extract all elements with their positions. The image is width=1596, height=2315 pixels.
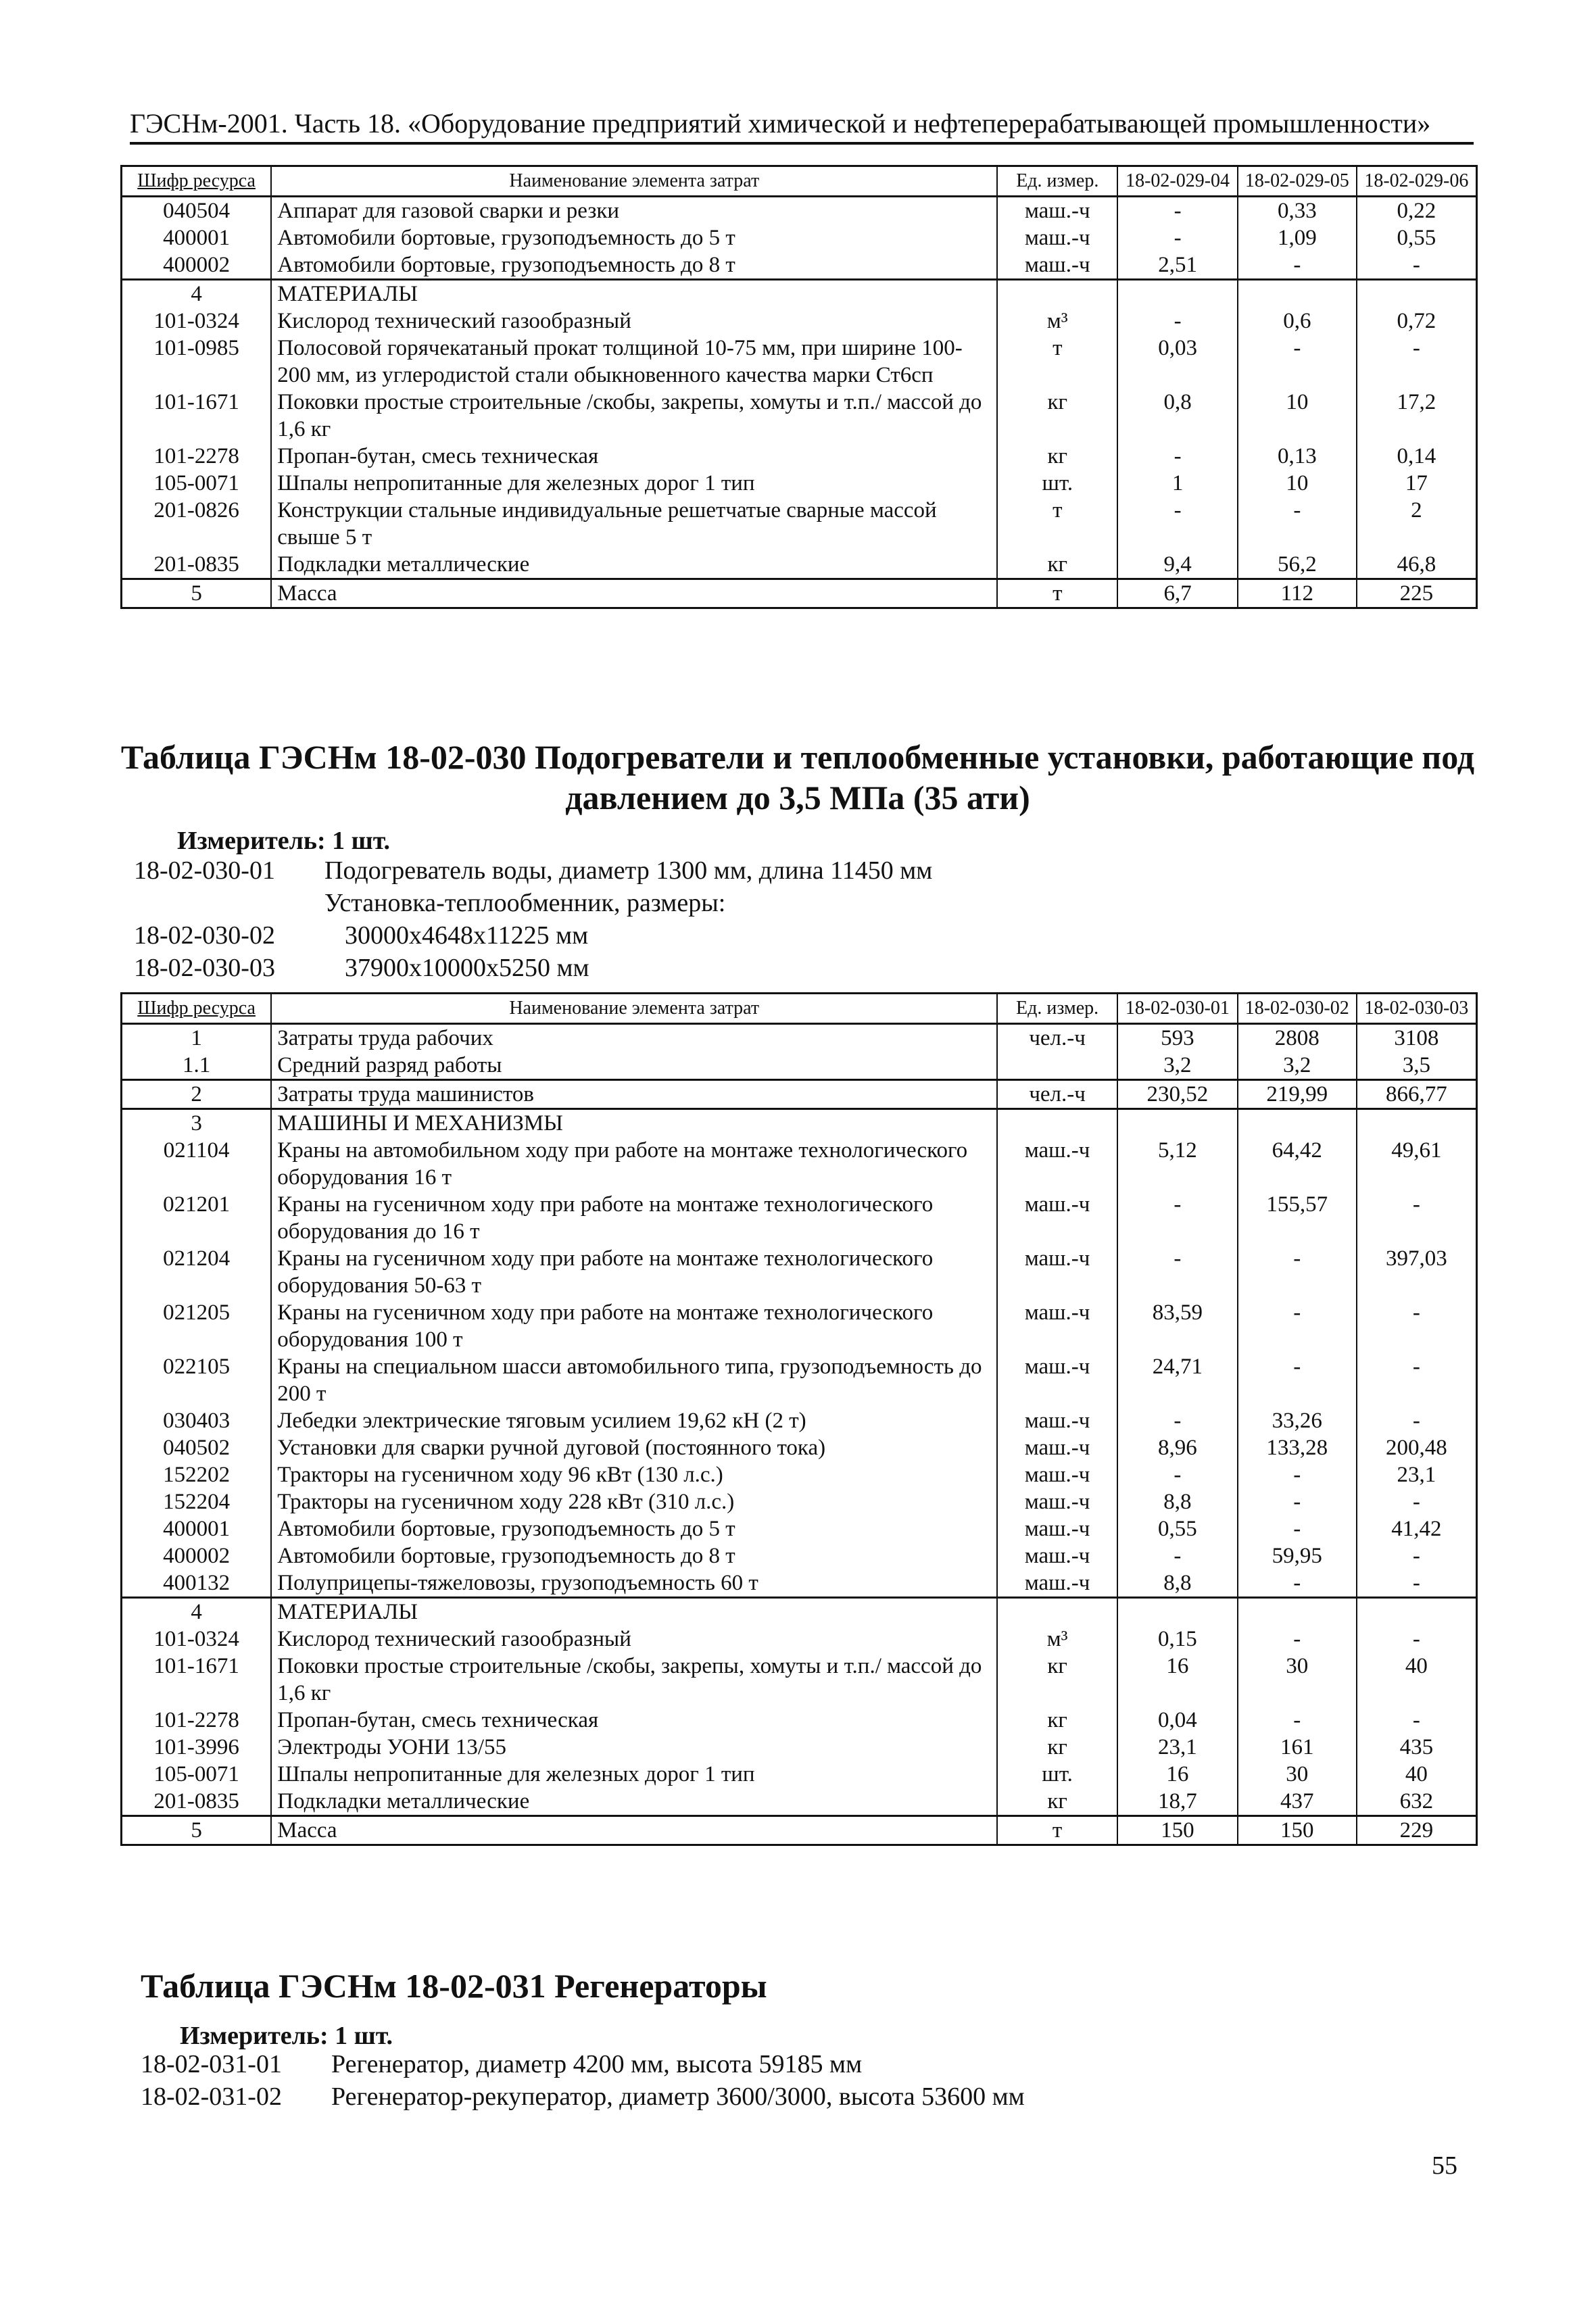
col-header-code-1: 18-02-029-04	[1117, 166, 1238, 197]
table-row	[122, 1245, 1477, 1299]
cell-code: 400002	[122, 251, 272, 280]
cell-value-3: 17,2	[1357, 389, 1477, 443]
cell-name: Кислород технический газообразный	[271, 308, 997, 335]
cell-code: 030403	[122, 1407, 272, 1434]
cell-value-1: 150	[1117, 1816, 1238, 1845]
cell-value-3: 0,72	[1357, 308, 1477, 335]
cell-value-1: 8,8	[1117, 1569, 1238, 1598]
cell-value-1: 9,4	[1117, 551, 1238, 579]
cell-value-1: 0,8	[1117, 389, 1238, 443]
table-header-row	[122, 166, 1477, 197]
table-row	[122, 280, 1477, 308]
cell-code: 101-1671	[122, 1653, 272, 1707]
cell-unit: т	[997, 497, 1117, 551]
cell-unit: т	[997, 1816, 1117, 1845]
col-header-name: Наименование элемента затрат	[271, 166, 997, 197]
cell-name: Пропан-бутан, смесь техническая	[271, 443, 997, 470]
cell-value-3: -	[1357, 1488, 1477, 1515]
cell-code: 101-0324	[122, 308, 272, 335]
cell-value-1: 230,52	[1117, 1080, 1238, 1109]
cell-value-1: -	[1117, 1461, 1238, 1488]
cell-value-3: -	[1357, 335, 1477, 389]
cell-name: Масса	[271, 579, 997, 608]
table-row	[122, 1788, 1477, 1816]
cell-code: 152204	[122, 1488, 272, 1515]
cell-name: Краны на специальном шасси автомобильного типа, грузоподъемность до 200 т	[271, 1353, 997, 1407]
cell-unit: чел.-ч	[997, 1080, 1117, 1109]
table-row	[122, 251, 1477, 280]
cell-unit: кг	[997, 443, 1117, 470]
cell-code: 152202	[122, 1461, 272, 1488]
col-header-unit: Ед. измер.	[997, 994, 1117, 1024]
cell-value-3: 225	[1357, 579, 1477, 608]
cell-value-1: 8,8	[1117, 1488, 1238, 1515]
cell-value-2: 1,09	[1238, 224, 1357, 251]
spec-item: 18-02-030-03 37900x10000x5250 мм	[134, 954, 589, 982]
meter-031: Измеритель: 1 шт.	[180, 2022, 393, 2050]
cell-code: 101-0985	[122, 335, 272, 389]
spec-item: Установка-теплообменник, размеры:	[324, 889, 726, 917]
cell-name: Подкладки металлические	[271, 1788, 997, 1816]
cell-value-2: 30	[1238, 1761, 1357, 1788]
table-row	[122, 224, 1477, 251]
cell-name: Поковки простые строительные /скобы, закрепы, хомуты и т.п./ массой до 1,6 кг	[271, 389, 997, 443]
cell-value-3: 40	[1357, 1653, 1477, 1707]
cell-name: Затраты труда рабочих	[271, 1024, 997, 1052]
table-row	[122, 1299, 1477, 1353]
cell-unit: маш.-ч	[997, 1542, 1117, 1569]
cell-value-1: -	[1117, 1245, 1238, 1299]
cell-code: 4	[122, 280, 272, 308]
cell-unit: т	[997, 579, 1117, 608]
cell-name: Кислород технический газообразный	[271, 1626, 997, 1653]
cell-value-3: 200,48	[1357, 1434, 1477, 1461]
cell-code: 022105	[122, 1353, 272, 1407]
table-row	[122, 579, 1477, 608]
cell-unit	[997, 1052, 1117, 1080]
cell-value-1: -	[1117, 1191, 1238, 1245]
col-header-code-2: 18-02-030-02	[1238, 994, 1357, 1024]
cell-value-1: 0,04	[1117, 1707, 1238, 1734]
table-row	[122, 1734, 1477, 1761]
table-row	[122, 1707, 1477, 1734]
cell-code: 201-0835	[122, 551, 272, 579]
cell-unit: маш.-ч	[997, 224, 1117, 251]
table-row	[122, 1109, 1477, 1138]
cell-unit: маш.-ч	[997, 1461, 1117, 1488]
cell-value-2: -	[1238, 1461, 1357, 1488]
cell-name: Полуприцепы-тяжеловозы, грузоподъемность 60 т	[271, 1569, 997, 1598]
cell-value-2: 3,2	[1238, 1052, 1357, 1080]
resource-table-029	[120, 165, 1478, 609]
cell-value-1: -	[1117, 1542, 1238, 1569]
table-row	[122, 1052, 1477, 1080]
cell-unit: кг	[997, 551, 1117, 579]
table-row	[122, 1080, 1477, 1109]
cell-name: Краны на гусеничном ходу при работе на монтаже технологического оборудования 100 т	[271, 1299, 997, 1353]
cell-value-3: 17	[1357, 470, 1477, 497]
cell-code: 101-2278	[122, 443, 272, 470]
cell-value-1: -	[1117, 308, 1238, 335]
cell-value-2	[1238, 1598, 1357, 1626]
table-row	[122, 1461, 1477, 1488]
cell-code: 101-0324	[122, 1626, 272, 1653]
cell-code: 5	[122, 1816, 272, 1845]
cell-code: 1.1	[122, 1052, 272, 1080]
cell-value-3: 866,77	[1357, 1080, 1477, 1109]
table-row	[122, 443, 1477, 470]
cell-value-3: -	[1357, 1542, 1477, 1569]
cell-unit: маш.-ч	[997, 1137, 1117, 1191]
cell-code: 021205	[122, 1299, 272, 1353]
col-header-code: Шифр ресурса	[122, 994, 272, 1024]
cell-value-2: -	[1238, 1626, 1357, 1653]
cell-value-2: -	[1238, 1515, 1357, 1542]
cell-value-3: -	[1357, 1299, 1477, 1353]
col-header-name: Наименование элемента затрат	[271, 994, 997, 1024]
cell-code: 1	[122, 1024, 272, 1052]
col-header-code-2: 18-02-029-05	[1238, 166, 1357, 197]
spec-item: 18-02-030-01 Подогреватель воды, диаметр 1300 мм, длина 11450 мм	[134, 856, 933, 885]
cell-value-3	[1357, 280, 1477, 308]
table-row	[122, 1761, 1477, 1788]
table-row	[122, 551, 1477, 579]
cell-value-3: 23,1	[1357, 1461, 1477, 1488]
cell-code: 101-1671	[122, 389, 272, 443]
cell-unit: кг	[997, 1653, 1117, 1707]
cell-value-2: 59,95	[1238, 1542, 1357, 1569]
cell-value-2: 2808	[1238, 1024, 1357, 1052]
cell-code: 2	[122, 1080, 272, 1109]
cell-value-3: 397,03	[1357, 1245, 1477, 1299]
cell-value-3: 0,14	[1357, 443, 1477, 470]
spec-item: 18-02-031-01 Регенератор, диаметр 4200 мм, высота 59185 мм	[141, 2050, 863, 2078]
cell-name: Тракторы на гусеничном ходу 228 кВт (310 л.с.)	[271, 1488, 997, 1515]
cell-value-1: -	[1117, 197, 1238, 225]
cell-value-1: 1	[1117, 470, 1238, 497]
cell-value-1: 2,51	[1117, 251, 1238, 280]
table-row	[122, 197, 1477, 225]
cell-unit: маш.-ч	[997, 1245, 1117, 1299]
cell-name: Краны на гусеничном ходу при работе на монтаже технологического оборудования 50-63 т	[271, 1245, 997, 1299]
table-row	[122, 1569, 1477, 1598]
page-header: ГЭСНм-2001. Часть 18. «Оборудование предприятий химической и нефтеперерабатывающей промышленности»	[130, 107, 1474, 145]
cell-code: 021201	[122, 1191, 272, 1245]
cell-value-2: -	[1238, 335, 1357, 389]
col-header-code-3: 18-02-030-03	[1357, 994, 1477, 1024]
cell-name: Полосовой горячекатаный прокат толщиной 10-75 мм, при ширине 100-200 мм, из углеродистой стали обыкновенного качества марки Ст6сп	[271, 335, 997, 389]
cell-value-2: 112	[1238, 579, 1357, 608]
table-header-row	[122, 994, 1477, 1024]
cell-value-3: 0,55	[1357, 224, 1477, 251]
table-row	[122, 389, 1477, 443]
table-row	[122, 1515, 1477, 1542]
cell-unit: кг	[997, 1707, 1117, 1734]
cell-value-2: 161	[1238, 1734, 1357, 1761]
cell-value-1: -	[1117, 443, 1238, 470]
resource-table-030	[120, 992, 1478, 1846]
cell-name: Тракторы на гусеничном ходу 96 кВт (130 л.с.)	[271, 1461, 997, 1488]
cell-value-3: 41,42	[1357, 1515, 1477, 1542]
cell-code: 105-0071	[122, 1761, 272, 1788]
table-row	[122, 497, 1477, 551]
cell-value-2: 33,26	[1238, 1407, 1357, 1434]
cell-value-1: -	[1117, 1407, 1238, 1434]
cell-value-2: 437	[1238, 1788, 1357, 1816]
cell-value-3: -	[1357, 1569, 1477, 1598]
cell-value-2: 0,33	[1238, 197, 1357, 225]
cell-value-3: 632	[1357, 1788, 1477, 1816]
cell-value-1: 8,96	[1117, 1434, 1238, 1461]
cell-unit: кг	[997, 1734, 1117, 1761]
cell-unit: т	[997, 335, 1117, 389]
cell-value-2: 133,28	[1238, 1434, 1357, 1461]
cell-value-3: 3108	[1357, 1024, 1477, 1052]
cell-value-1	[1117, 280, 1238, 308]
cell-unit: маш.-ч	[997, 1407, 1117, 1434]
cell-code: 201-0826	[122, 497, 272, 551]
cell-code: 021204	[122, 1245, 272, 1299]
meter-030: Измеритель: 1 шт.	[177, 827, 391, 855]
cell-name: Аппарат для газовой сварки и резки	[271, 197, 997, 225]
cell-unit	[997, 1109, 1117, 1138]
cell-code: 4	[122, 1598, 272, 1626]
cell-code: 101-3996	[122, 1734, 272, 1761]
cell-value-2: -	[1238, 1488, 1357, 1515]
cell-value-1: 5,12	[1117, 1137, 1238, 1191]
table-row	[122, 1816, 1477, 1845]
cell-value-1: 593	[1117, 1024, 1238, 1052]
cell-value-2: 150	[1238, 1816, 1357, 1845]
cell-value-2: -	[1238, 1569, 1357, 1598]
cell-name: Установки для сварки ручной дуговой (постоянного тока)	[271, 1434, 997, 1461]
cell-value-2: -	[1238, 1707, 1357, 1734]
cell-unit: маш.-ч	[997, 1434, 1117, 1461]
cell-code: 3	[122, 1109, 272, 1138]
cell-value-2: 219,99	[1238, 1080, 1357, 1109]
table-row	[122, 1407, 1477, 1434]
cell-name: Краны на автомобильном ходу при работе на монтаже технологического оборудования 16 т	[271, 1137, 997, 1191]
table-row	[122, 1653, 1477, 1707]
cell-unit: маш.-ч	[997, 251, 1117, 280]
cell-value-3: 40	[1357, 1761, 1477, 1788]
cell-unit: маш.-ч	[997, 1191, 1117, 1245]
spec-item: 18-02-030-02 30000x4648x11225 мм	[134, 921, 589, 950]
table-row	[122, 1598, 1477, 1626]
cell-name: МАШИНЫ И МЕХАНИЗМЫ	[271, 1109, 997, 1138]
cell-value-3	[1357, 1598, 1477, 1626]
cell-name: Лебедки электрические тяговым усилием 19,62 кН (2 т)	[271, 1407, 997, 1434]
table-row	[122, 1542, 1477, 1569]
cell-value-3: -	[1357, 1353, 1477, 1407]
cell-value-1: 6,7	[1117, 579, 1238, 608]
page-number: 55	[1432, 2151, 1457, 2180]
cell-name: Автомобили бортовые, грузоподъемность до 5 т	[271, 224, 997, 251]
cell-value-1: 83,59	[1117, 1299, 1238, 1353]
cell-name: Средний разряд работы	[271, 1052, 997, 1080]
cell-name: Краны на гусеничном ходу при работе на монтаже технологического оборудования до 16 т	[271, 1191, 997, 1245]
cell-code: 040502	[122, 1434, 272, 1461]
cell-value-3: -	[1357, 1407, 1477, 1434]
spec-item: 18-02-031-02 Регенератор-рекуператор, диаметр 3600/3000, высота 53600 мм	[141, 2082, 1025, 2111]
cell-unit: м³	[997, 1626, 1117, 1653]
cell-value-2: 30	[1238, 1653, 1357, 1707]
cell-value-3: -	[1357, 251, 1477, 280]
col-header-code: Шифр ресурса	[122, 166, 272, 197]
cell-unit: кг	[997, 1788, 1117, 1816]
cell-code: 400002	[122, 1542, 272, 1569]
cell-value-2: -	[1238, 1245, 1357, 1299]
cell-code: 201-0835	[122, 1788, 272, 1816]
cell-unit: м³	[997, 308, 1117, 335]
cell-unit: маш.-ч	[997, 197, 1117, 225]
cell-value-1: 16	[1117, 1653, 1238, 1707]
cell-name: Пропан-бутан, смесь техническая	[271, 1707, 997, 1734]
cell-unit: маш.-ч	[997, 1353, 1117, 1407]
cell-value-2: 10	[1238, 470, 1357, 497]
cell-name: Шпалы непропитанные для железных дорог 1 тип	[271, 1761, 997, 1788]
table-030-title: Таблица ГЭСНм 18-02-030 Подогреватели и теплообменные установки, работающие под давлением до 3,5 МПа (35 ати)	[120, 738, 1475, 817]
cell-code: 101-2278	[122, 1707, 272, 1734]
cell-unit	[997, 280, 1117, 308]
cell-value-3: -	[1357, 1626, 1477, 1653]
spec-list-031	[141, 2048, 1025, 2113]
cell-value-1: -	[1117, 224, 1238, 251]
cell-value-3: 2	[1357, 497, 1477, 551]
cell-value-2: 0,13	[1238, 443, 1357, 470]
table-row	[122, 308, 1477, 335]
cell-code: 5	[122, 579, 272, 608]
table-row	[122, 1137, 1477, 1191]
cell-value-3: 49,61	[1357, 1137, 1477, 1191]
table-row	[122, 470, 1477, 497]
cell-value-2	[1238, 280, 1357, 308]
cell-name: МАТЕРИАЛЫ	[271, 280, 997, 308]
cell-name: Автомобили бортовые, грузоподъемность до 5 т	[271, 1515, 997, 1542]
cell-value-1: 0,15	[1117, 1626, 1238, 1653]
table-row	[122, 1488, 1477, 1515]
table-row	[122, 1434, 1477, 1461]
cell-unit: маш.-ч	[997, 1515, 1117, 1542]
cell-value-2: -	[1238, 1353, 1357, 1407]
cell-unit: шт.	[997, 470, 1117, 497]
cell-name: Подкладки металлические	[271, 551, 997, 579]
cell-name: Масса	[271, 1816, 997, 1845]
cell-value-3: 3,5	[1357, 1052, 1477, 1080]
cell-unit	[997, 1598, 1117, 1626]
cell-value-1: 16	[1117, 1761, 1238, 1788]
cell-value-2	[1238, 1109, 1357, 1138]
cell-code: 400132	[122, 1569, 272, 1598]
col-header-unit: Ед. измер.	[997, 166, 1117, 197]
cell-unit: шт.	[997, 1761, 1117, 1788]
cell-code: 040504	[122, 197, 272, 225]
cell-value-2: 155,57	[1238, 1191, 1357, 1245]
spec-list-030	[134, 854, 932, 984]
col-header-code-3: 18-02-029-06	[1357, 166, 1477, 197]
cell-name: Автомобили бортовые, грузоподъемность до 8 т	[271, 1542, 997, 1569]
cell-value-3	[1357, 1109, 1477, 1138]
table-row	[122, 1353, 1477, 1407]
table-row	[122, 1626, 1477, 1653]
cell-value-2: 64,42	[1238, 1137, 1357, 1191]
cell-name: Электроды УОНИ 13/55	[271, 1734, 997, 1761]
cell-unit: чел.-ч	[997, 1024, 1117, 1052]
cell-value-1: 0,03	[1117, 335, 1238, 389]
cell-value-1	[1117, 1598, 1238, 1626]
cell-name: Автомобили бортовые, грузоподъемность до 8 т	[271, 251, 997, 280]
cell-unit: кг	[997, 389, 1117, 443]
cell-name: МАТЕРИАЛЫ	[271, 1598, 997, 1626]
cell-code: 400001	[122, 224, 272, 251]
cell-unit: маш.-ч	[997, 1299, 1117, 1353]
cell-value-3: 435	[1357, 1734, 1477, 1761]
cell-value-2: -	[1238, 497, 1357, 551]
cell-unit: маш.-ч	[997, 1569, 1117, 1598]
table-031-title: Таблица ГЭСНм 18-02-031 Регенераторы	[141, 1967, 767, 2005]
cell-name: Поковки простые строительные /скобы, закрепы, хомуты и т.п./ массой до 1,6 кг	[271, 1653, 997, 1707]
cell-value-3: -	[1357, 1707, 1477, 1734]
table-row	[122, 335, 1477, 389]
cell-name: Конструкции стальные индивидуальные решетчатые сварные массой свыше 5 т	[271, 497, 997, 551]
cell-code: 400001	[122, 1515, 272, 1542]
cell-value-1: 23,1	[1117, 1734, 1238, 1761]
cell-unit: маш.-ч	[997, 1488, 1117, 1515]
cell-value-1: -	[1117, 497, 1238, 551]
cell-value-1: 18,7	[1117, 1788, 1238, 1816]
cell-name: Затраты труда машинистов	[271, 1080, 997, 1109]
table-row	[122, 1024, 1477, 1052]
cell-value-2: -	[1238, 1299, 1357, 1353]
cell-value-1: 0,55	[1117, 1515, 1238, 1542]
cell-value-3: -	[1357, 1191, 1477, 1245]
cell-value-2: -	[1238, 251, 1357, 280]
table-row	[122, 1191, 1477, 1245]
cell-code: 105-0071	[122, 470, 272, 497]
cell-value-1: 24,71	[1117, 1353, 1238, 1407]
cell-code: 021104	[122, 1137, 272, 1191]
cell-value-3: 229	[1357, 1816, 1477, 1845]
cell-value-2: 56,2	[1238, 551, 1357, 579]
cell-value-3: 0,22	[1357, 197, 1477, 225]
cell-value-1	[1117, 1109, 1238, 1138]
cell-value-2: 10	[1238, 389, 1357, 443]
col-header-code-1: 18-02-030-01	[1117, 994, 1238, 1024]
cell-name: Шпалы непропитанные для железных дорог 1 тип	[271, 470, 997, 497]
cell-value-2: 0,6	[1238, 308, 1357, 335]
cell-value-3: 46,8	[1357, 551, 1477, 579]
cell-value-1: 3,2	[1117, 1052, 1238, 1080]
